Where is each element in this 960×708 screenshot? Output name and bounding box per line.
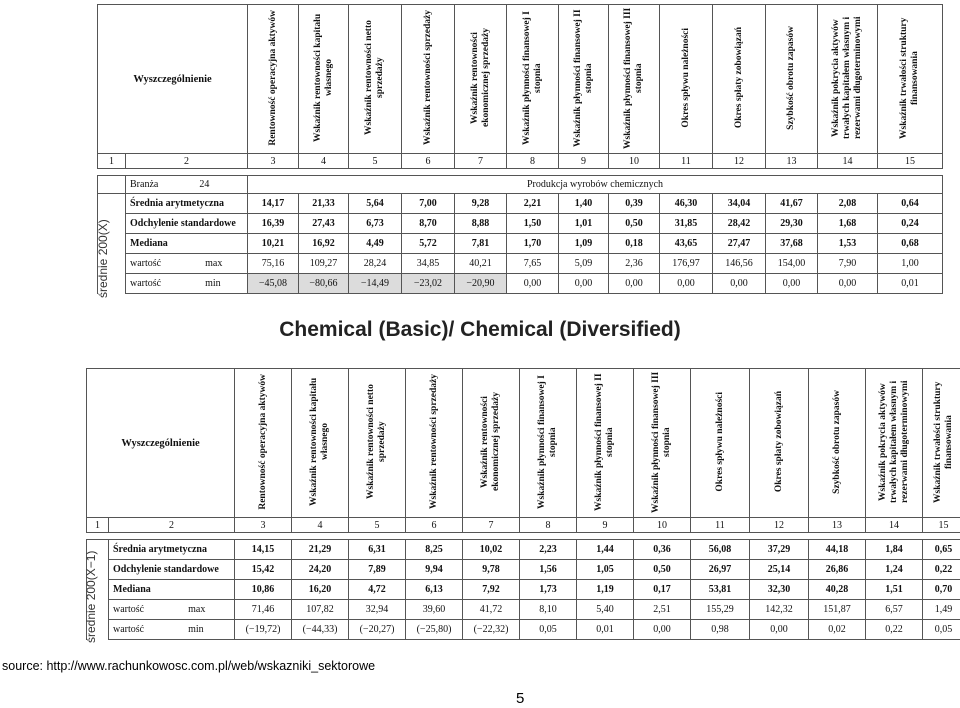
column-number: 15 <box>878 154 943 169</box>
value-cell: 0,65 <box>923 540 960 560</box>
value-cell: 10,21 <box>248 234 299 254</box>
header-label: Wskaźnik trwałości struktury finansowania <box>899 16 920 139</box>
value-cell: 37,29 <box>750 540 809 560</box>
column-number: 11 <box>691 518 750 533</box>
row-label <box>126 234 248 254</box>
table-row <box>98 234 943 254</box>
side-spacer <box>98 194 126 214</box>
value-cell: 0,98 <box>691 620 750 640</box>
header-cell <box>463 369 520 518</box>
value-cell: 7,00 <box>402 194 455 214</box>
value-cell: 1,53 <box>818 234 878 254</box>
value-cell: 16,39 <box>248 214 299 234</box>
value-cell: 0,39 <box>609 194 660 214</box>
row-label-text: Mediana <box>130 238 168 249</box>
value-cell: 1,44 <box>577 540 634 560</box>
value-cell: 1,68 <box>818 214 878 234</box>
header-cell <box>713 5 766 154</box>
table-2010 <box>97 4 943 294</box>
value-cell: 14,17 <box>248 194 299 214</box>
row-label-text: wartość <box>130 258 162 269</box>
header-label: Okres spłaty zobowiązań <box>773 390 784 493</box>
value-cell: 1,01 <box>559 214 609 234</box>
value-cell: 43,65 <box>660 234 713 254</box>
value-cell: 7,81 <box>455 234 507 254</box>
value-cell: 1,70 <box>507 234 559 254</box>
page-number: 5 <box>516 690 525 707</box>
header-label: Wskaźnik płynności finansowej II stopnia <box>572 8 594 147</box>
value-cell: 31,85 <box>660 214 713 234</box>
value-cell: 71,46 <box>235 600 292 620</box>
value-cell: 26,97 <box>691 560 750 580</box>
row-label-text: Odchylenie standardowe <box>113 564 219 575</box>
value-cell: 1,40 <box>559 194 609 214</box>
table-row <box>87 540 960 560</box>
column-number: 4 <box>299 154 349 169</box>
row-label <box>109 540 235 560</box>
value-cell: 16,92 <box>299 234 349 254</box>
column-number: 2 <box>109 518 235 533</box>
header-cell <box>818 5 878 154</box>
column-number: 9 <box>559 154 609 169</box>
value-cell: 2,21 <box>507 194 559 214</box>
header-label: Szybkość obrotu zapasów <box>831 389 842 494</box>
header-label: Szybkość obrotu zapasów <box>786 25 796 130</box>
value-cell: 6,73 <box>349 214 402 234</box>
value-cell: 40,28 <box>809 580 866 600</box>
header-label: Wskaźnik płynności finansowej I stopnia <box>521 10 543 145</box>
value-cell: 1,84 <box>866 540 923 560</box>
value-cell: 34,04 <box>713 194 766 214</box>
value-cell: 0,01 <box>878 274 943 294</box>
column-number: 4 <box>292 518 349 533</box>
value-cell: 39,60 <box>406 600 463 620</box>
header-label: Wskaźnik płynności finansowej I stopnia <box>537 374 558 509</box>
header-label: Wskaźnik rentowności kapitału własnego <box>312 13 334 142</box>
row-label <box>109 620 235 640</box>
value-cell: (−19,72) <box>235 620 292 640</box>
value-cell: −80,66 <box>299 274 349 294</box>
value-cell: 21,29 <box>292 540 349 560</box>
wyszczegolnienie-label: Wyszczególnienie <box>133 73 212 85</box>
header-cell <box>577 369 634 518</box>
value-cell: 0,22 <box>923 560 960 580</box>
value-cell: 1,09 <box>559 234 609 254</box>
header-cell <box>455 5 507 154</box>
table-row <box>98 254 943 274</box>
row-label <box>126 214 248 234</box>
row-label <box>109 560 235 580</box>
header-cell <box>866 369 923 518</box>
value-cell: 9,28 <box>455 194 507 214</box>
row-label <box>109 600 235 620</box>
source-text: source: http://www.rachunkowosc.com.pl/web/wskazniki_sektorowe <box>2 659 376 673</box>
value-cell: 5,72 <box>402 234 455 254</box>
value-cell: 14,15 <box>235 540 292 560</box>
value-cell: 8,88 <box>455 214 507 234</box>
side-label-2010: średnie 200(X) <box>96 219 110 298</box>
header-cell <box>402 5 455 154</box>
value-cell: −23,02 <box>402 274 455 294</box>
value-cell: 1,00 <box>878 254 943 274</box>
row-label-text: Mediana <box>113 584 151 595</box>
value-cell: 154,00 <box>766 254 818 274</box>
value-cell: −20,90 <box>455 274 507 294</box>
column-number: 3 <box>235 518 292 533</box>
header-cell <box>292 369 349 518</box>
value-cell: 0,18 <box>609 234 660 254</box>
column-number: 14 <box>866 518 923 533</box>
value-cell: 6,13 <box>406 580 463 600</box>
value-cell: 1,73 <box>520 580 577 600</box>
column-number: 3 <box>248 154 299 169</box>
value-cell: 0,00 <box>750 620 809 640</box>
column-number: 2 <box>126 154 248 169</box>
value-cell: 29,30 <box>766 214 818 234</box>
value-cell: 0,02 <box>809 620 866 640</box>
header-cell <box>559 5 609 154</box>
value-cell: 0,64 <box>878 194 943 214</box>
table-row <box>87 580 960 600</box>
branza-name: Produkcja wyrobów chemicznych <box>248 176 943 194</box>
chemical-title: Chemical (Basic)/ Chemical (Diversified) <box>279 318 681 341</box>
header-cell <box>923 369 960 518</box>
column-number: 9 <box>577 518 634 533</box>
header-label: Wskaźnik rentowności ekonomicznej sprzedaży <box>469 28 491 127</box>
header-cell <box>349 369 406 518</box>
header-label: Wskaźnik trwałości struktury finansowania <box>932 380 954 503</box>
value-cell: 0,70 <box>923 580 960 600</box>
value-cell: 40,21 <box>455 254 507 274</box>
value-cell: 6,31 <box>349 540 406 560</box>
table-2009 <box>86 368 960 640</box>
header-label: Wskaźnik pokrycia aktywów trwałych kapitałem własnym i rezerwami długoterminowymi <box>877 380 910 503</box>
row-label-text: wartość <box>130 278 162 289</box>
value-cell: 176,97 <box>660 254 713 274</box>
value-cell: 155,29 <box>691 600 750 620</box>
value-cell: (−25,80) <box>406 620 463 640</box>
value-cell: 53,81 <box>691 580 750 600</box>
value-cell: 2,23 <box>520 540 577 560</box>
header-label: Wskaźnik pokrycia aktywów trwałych kapitałem własnym i rezerwami długoterminowymi <box>831 16 863 139</box>
header-cell <box>299 5 349 154</box>
value-cell: 1,19 <box>577 580 634 600</box>
value-cell: 9,94 <box>406 560 463 580</box>
value-cell: 25,14 <box>750 560 809 580</box>
header-cell <box>248 5 299 154</box>
table-row <box>87 620 960 640</box>
row-label-text: Średnia arytmetyczna <box>130 198 224 209</box>
value-cell: 7,65 <box>507 254 559 274</box>
column-number: 7 <box>455 154 507 169</box>
header-cell <box>660 5 713 154</box>
header-label: Wskaźnik płynności finansowej II stopnia <box>594 372 615 511</box>
value-cell: 151,87 <box>809 600 866 620</box>
column-number: 10 <box>609 154 660 169</box>
row-label <box>126 254 248 274</box>
table-row <box>98 274 943 294</box>
branza-cell <box>126 176 248 194</box>
table-row <box>87 600 960 620</box>
row-label <box>126 274 248 294</box>
header-row <box>87 369 960 518</box>
value-cell: 32,94 <box>349 600 406 620</box>
row-label-text: Średnia arytmetyczna <box>113 544 207 555</box>
column-number: 8 <box>520 518 577 533</box>
value-cell: 4,49 <box>349 234 402 254</box>
header-cell <box>809 369 866 518</box>
value-cell: 8,10 <box>520 600 577 620</box>
column-number: 15 <box>923 518 960 533</box>
value-cell: 2,08 <box>818 194 878 214</box>
value-cell: 75,16 <box>248 254 299 274</box>
table-2010-body <box>98 194 943 294</box>
value-cell: 6,57 <box>866 600 923 620</box>
value-cell: 41,67 <box>766 194 818 214</box>
value-cell: 146,56 <box>713 254 766 274</box>
value-cell: 0,01 <box>577 620 634 640</box>
column-number: 1 <box>98 154 126 169</box>
value-cell: 8,25 <box>406 540 463 560</box>
value-cell: 1,05 <box>577 560 634 580</box>
column-number: 12 <box>750 518 809 533</box>
header-cell <box>766 5 818 154</box>
value-cell: 28,42 <box>713 214 766 234</box>
value-cell: 0,00 <box>660 274 713 294</box>
value-cell: 0,22 <box>866 620 923 640</box>
row-sublabel: min <box>188 624 204 635</box>
header-label: Rentowność operacyjna aktywów <box>267 9 278 146</box>
value-cell: 2,51 <box>634 600 691 620</box>
header-cell <box>691 369 750 518</box>
column-number: 5 <box>349 518 406 533</box>
value-cell: 107,82 <box>292 600 349 620</box>
value-cell: 15,42 <box>235 560 292 580</box>
value-cell: 9,78 <box>463 560 520 580</box>
row-sublabel: max <box>205 258 223 269</box>
column-number: 10 <box>634 518 691 533</box>
header-label: Wskaźnik rentowności sprzedaży <box>428 374 439 509</box>
value-cell: 0,24 <box>878 214 943 234</box>
column-number: 11 <box>660 154 713 169</box>
header-cell <box>349 5 402 154</box>
branza-value: 24 <box>199 179 210 190</box>
value-cell: 10,02 <box>463 540 520 560</box>
value-cell: 0,00 <box>713 274 766 294</box>
value-cell: 1,56 <box>520 560 577 580</box>
header-label: Wskaźnik płynności finansowej III stopnia <box>651 370 672 513</box>
header-label: Okres spłaty zobowiązań <box>733 26 744 129</box>
value-cell: 0,50 <box>609 214 660 234</box>
value-cell: (−20,27) <box>349 620 406 640</box>
row-sublabel: max <box>188 604 206 615</box>
value-cell: 0,05 <box>520 620 577 640</box>
header-row <box>98 5 943 154</box>
value-cell: 41,72 <box>463 600 520 620</box>
value-cell: 5,64 <box>349 194 402 214</box>
header-label: Rentowność operacyjna aktywów <box>257 373 268 510</box>
value-cell: 56,08 <box>691 540 750 560</box>
value-cell: 0,00 <box>818 274 878 294</box>
header-label: Wskaźnik rentowności sprzedaży <box>422 10 433 145</box>
value-cell: 7,89 <box>349 560 406 580</box>
side-spacer <box>98 176 126 194</box>
value-cell: 0,00 <box>609 274 660 294</box>
value-cell: 7,90 <box>818 254 878 274</box>
value-cell: 1,24 <box>866 560 923 580</box>
table-row <box>98 214 943 234</box>
value-cell: 28,24 <box>349 254 402 274</box>
column-number: 14 <box>818 154 878 169</box>
value-cell: 44,18 <box>809 540 866 560</box>
value-cell: 24,20 <box>292 560 349 580</box>
column-number: 12 <box>713 154 766 169</box>
value-cell: 46,30 <box>660 194 713 214</box>
branza-label: Branża <box>130 179 159 190</box>
value-cell: 0,36 <box>634 540 691 560</box>
header-cell <box>634 369 691 518</box>
value-cell: 2,36 <box>609 254 660 274</box>
value-cell: 32,30 <box>750 580 809 600</box>
column-number: 6 <box>402 154 455 169</box>
value-cell: 109,27 <box>299 254 349 274</box>
value-cell: 1,50 <box>507 214 559 234</box>
value-cell: 26,86 <box>809 560 866 580</box>
row-label-text: wartość <box>113 604 145 615</box>
table-2009-body <box>87 540 960 640</box>
column-number-row <box>87 518 960 533</box>
column-number: 13 <box>766 154 818 169</box>
header-label: Okres spływu należności <box>680 27 691 128</box>
value-cell: 8,70 <box>402 214 455 234</box>
header-cell <box>235 369 292 518</box>
value-cell: 10,86 <box>235 580 292 600</box>
column-number: 8 <box>507 154 559 169</box>
value-cell: 0,00 <box>507 274 559 294</box>
value-cell: 37,68 <box>766 234 818 254</box>
header-label: Wskaźnik rentowności netto sprzedaży <box>366 384 387 499</box>
value-cell: 0,00 <box>766 274 818 294</box>
value-cell: 5,09 <box>559 254 609 274</box>
value-cell: 0,50 <box>634 560 691 580</box>
value-cell: 1,49 <box>923 600 960 620</box>
value-cell: 16,20 <box>292 580 349 600</box>
header-cell <box>507 5 559 154</box>
wyszczegolnienie-label: Wyszczególnienie <box>121 437 200 449</box>
row-label <box>126 194 248 214</box>
value-cell: 27,47 <box>713 234 766 254</box>
header-label: Wskaźnik rentowności netto sprzedaży <box>364 20 385 135</box>
row-label-text: wartość <box>113 624 145 635</box>
column-number-row <box>98 154 943 169</box>
value-cell: 5,40 <box>577 600 634 620</box>
value-cell: 0,68 <box>878 234 943 254</box>
header-label: Wskaźnik płynności finansowej III stopnia <box>623 6 644 149</box>
column-number: 5 <box>349 154 402 169</box>
value-cell: 0,00 <box>634 620 691 640</box>
header-cell <box>750 369 809 518</box>
column-number: 6 <box>406 518 463 533</box>
side-label-2009: średnie 200(X−1) <box>84 550 98 643</box>
branza-row <box>98 176 943 194</box>
row-label-text: Odchylenie standardowe <box>130 218 236 229</box>
header-label: Wskaźnik rentowności ekonomicznej sprzedaży <box>480 392 501 491</box>
value-cell: 0,17 <box>634 580 691 600</box>
column-number: 1 <box>87 518 109 533</box>
value-cell: 27,43 <box>299 214 349 234</box>
value-cell: 0,00 <box>559 274 609 294</box>
table-row <box>87 560 960 580</box>
row-label <box>109 580 235 600</box>
value-cell: 0,05 <box>923 620 960 640</box>
value-cell: 34,85 <box>402 254 455 274</box>
value-cell: (−44,33) <box>292 620 349 640</box>
value-cell: 142,32 <box>750 600 809 620</box>
header-cell <box>520 369 577 518</box>
column-number: 13 <box>809 518 866 533</box>
column-number: 7 <box>463 518 520 533</box>
header-label: Wskaźnik rentowności kapitału własnego <box>309 377 330 506</box>
value-cell: 4,72 <box>349 580 406 600</box>
header-cell <box>406 369 463 518</box>
value-cell: 7,92 <box>463 580 520 600</box>
value-cell: (−22,32) <box>463 620 520 640</box>
header-cell <box>878 5 943 154</box>
header-label: Okres spływu należności <box>714 391 725 492</box>
table-row <box>98 194 943 214</box>
value-cell: 1,51 <box>866 580 923 600</box>
value-cell: −45,08 <box>248 274 299 294</box>
value-cell: 21,33 <box>299 194 349 214</box>
wyszczegolnienie-cell <box>87 369 235 518</box>
value-cell: −14,49 <box>349 274 402 294</box>
header-cell <box>609 5 660 154</box>
wyszczegolnienie-cell <box>98 5 248 154</box>
row-sublabel: min <box>205 278 221 289</box>
